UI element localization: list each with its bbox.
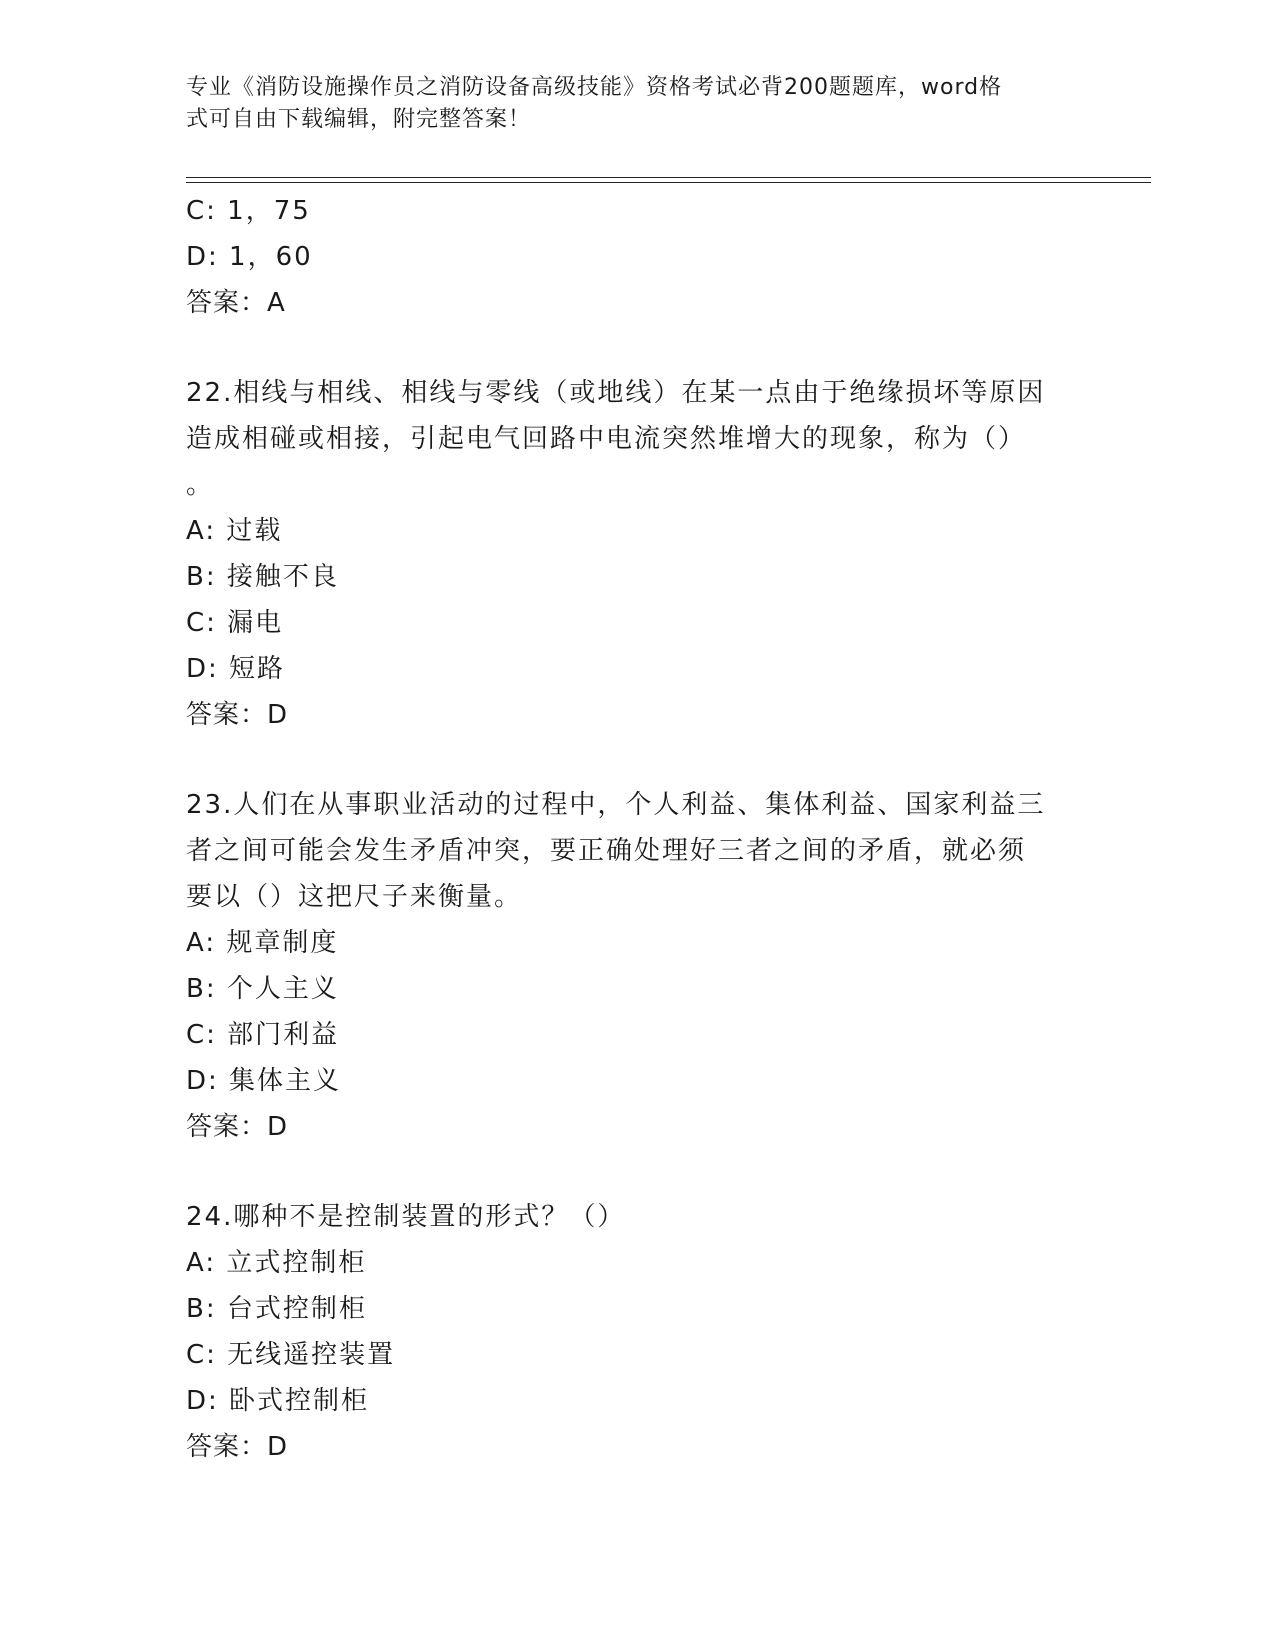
option-b: B: 个人主义 bbox=[186, 974, 339, 1004]
spacer bbox=[186, 326, 1066, 370]
question-text-line: 造成相碰或相接，引起电气回路中电流突然堆增大的现象，称为（） bbox=[186, 424, 1027, 454]
question-text-line: 。 bbox=[186, 470, 215, 500]
option-c: C: 部门利益 bbox=[186, 1020, 340, 1050]
answer-line: 答案：D bbox=[186, 1112, 289, 1142]
question-24 bbox=[186, 1194, 1066, 1470]
answer-line: 答案：D bbox=[186, 700, 289, 730]
option-d: D: 短路 bbox=[186, 654, 286, 684]
header-line-2: 式可自由下载编辑，附完整答案！ bbox=[186, 107, 532, 132]
option-b: B: 接触不良 bbox=[186, 562, 339, 592]
spacer bbox=[186, 738, 1066, 782]
question-text-line: 者之间可能会发生矛盾冲突，要正确处理好三者之间的矛盾，就必须 bbox=[186, 836, 1027, 866]
option-c: C: 漏电 bbox=[186, 608, 284, 638]
question-content bbox=[186, 188, 1066, 1470]
option-a: A: 立式控制柜 bbox=[186, 1248, 367, 1278]
option-a: A: 规章制度 bbox=[186, 928, 339, 958]
question-text-line: 23.人们在从事职业活动的过程中，个人利益、集体利益、国家利益三 bbox=[186, 790, 1046, 820]
header-line-1: 专业《消防设施操作员之消防设备高级技能》资格考试必背200题题库，word格 bbox=[186, 75, 1003, 100]
question-text-line: 要以（）这把尺子来衡量。 bbox=[186, 882, 523, 912]
option-c: C: 1，75 bbox=[186, 196, 311, 226]
option-d: D: 1，60 bbox=[186, 242, 313, 272]
question-23 bbox=[186, 782, 1066, 1150]
header-divider-bottom bbox=[186, 182, 1151, 183]
option-d: D: 集体主义 bbox=[186, 1066, 342, 1096]
question-text-line: 24.哪种不是控制装置的形式？（） bbox=[186, 1202, 626, 1232]
spacer bbox=[186, 1150, 1066, 1194]
document-header bbox=[186, 72, 1066, 136]
question-21-continuation bbox=[186, 188, 1066, 326]
option-c: C: 无线遥控装置 bbox=[186, 1340, 396, 1370]
option-d: D: 卧式控制柜 bbox=[186, 1386, 370, 1416]
question-22 bbox=[186, 370, 1066, 738]
answer-line: 答案：D bbox=[186, 1432, 289, 1462]
option-a: A: 过载 bbox=[186, 516, 283, 546]
answer-line: 答案：A bbox=[186, 288, 286, 318]
question-text-line: 22.相线与相线、相线与零线（或地线）在某一点由于绝缘损坏等原因 bbox=[186, 378, 1046, 408]
header-divider-top bbox=[186, 177, 1151, 178]
option-b: B: 台式控制柜 bbox=[186, 1294, 367, 1324]
